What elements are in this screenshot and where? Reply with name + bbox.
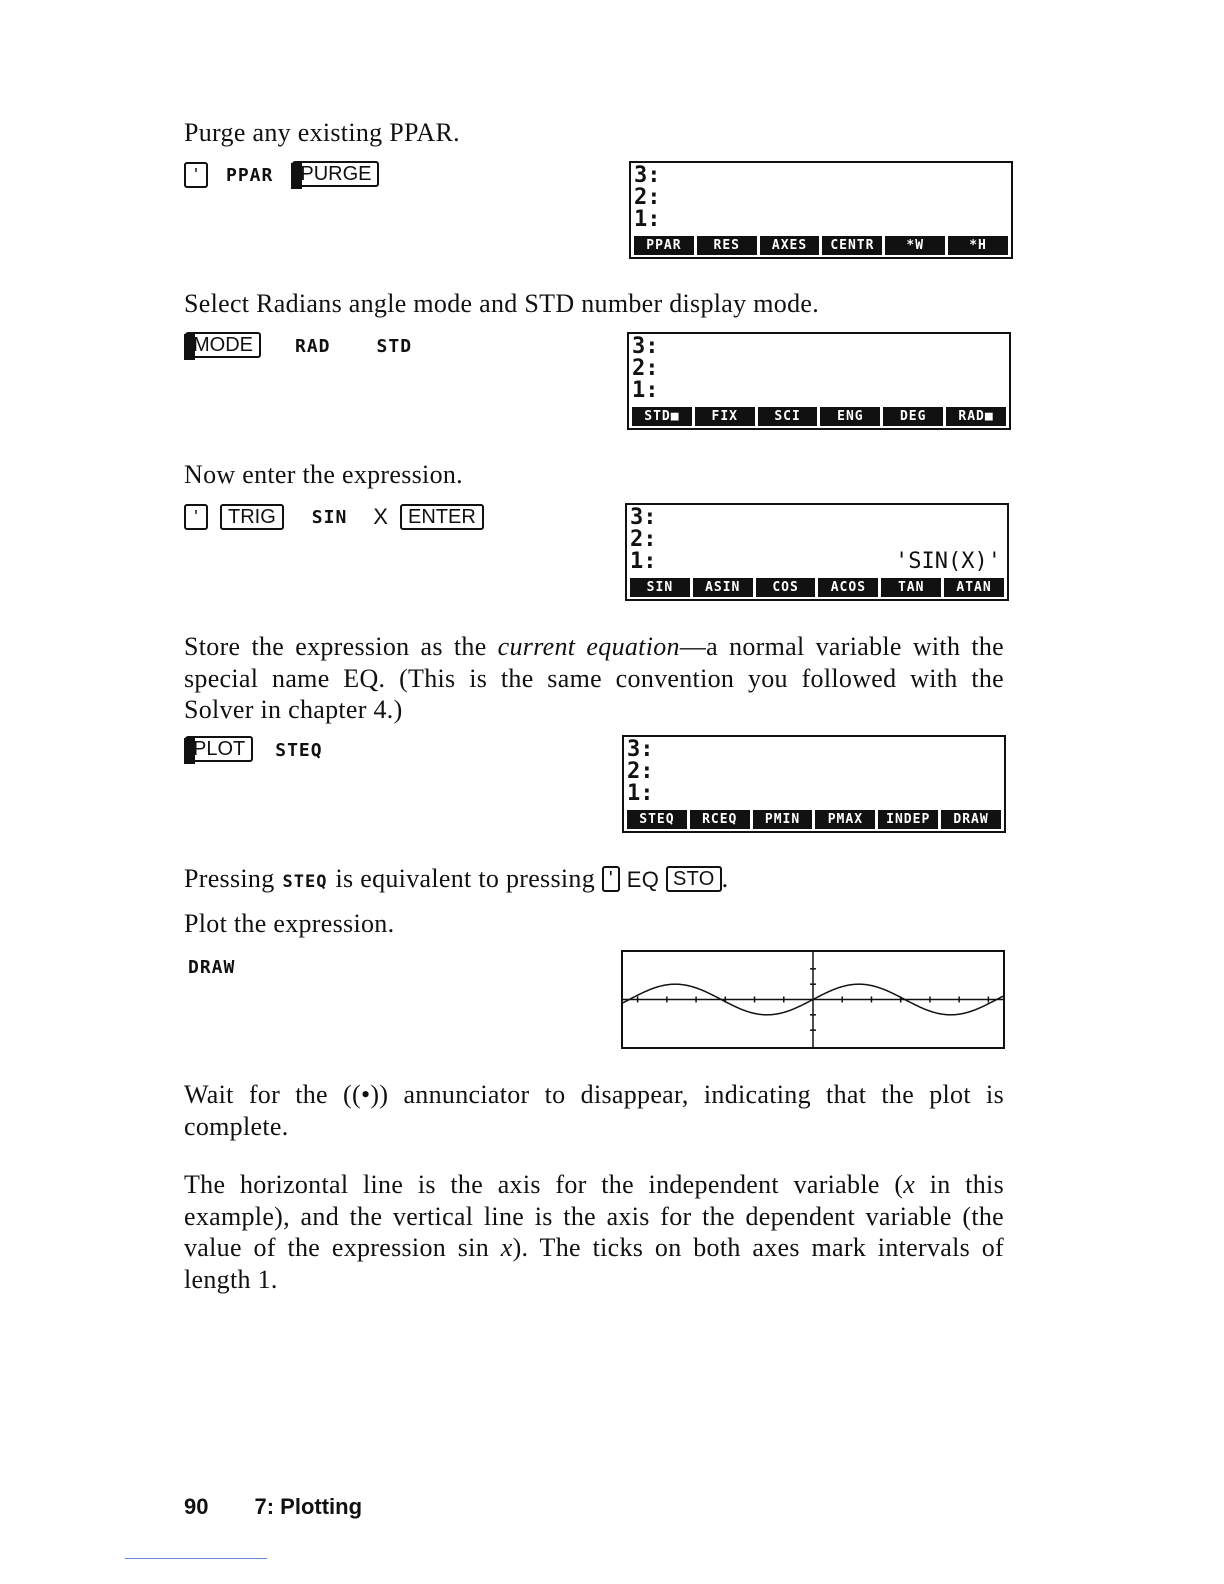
store-text-2: —a normal variable with the special name EQ. (This is the same convention you followed with the Solver in chapter 4.) <box>184 632 1005 724</box>
stack-level-1: 1: <box>627 781 654 806</box>
axes-var-x-2: x <box>500 1233 513 1262</box>
menu-label-draw[interactable]: DRAW <box>941 810 1001 829</box>
menu-label-atan[interactable]: ATAN <box>944 578 1004 597</box>
store-keystrokes <box>184 735 329 765</box>
rad-softkey[interactable]: RAD <box>295 335 331 357</box>
menu-label-sin[interactable]: SIN <box>630 578 690 597</box>
lcd-menu <box>632 407 1006 426</box>
stack-level-2: 2: <box>632 356 659 381</box>
purge-keystrokes <box>184 160 379 190</box>
menu-label-acos[interactable]: ACOS <box>818 578 878 597</box>
ppar-softkey[interactable]: PPAR <box>226 164 274 186</box>
stack-level-3: 3: <box>630 505 657 530</box>
menu-label-steq[interactable]: STEQ <box>627 810 687 829</box>
equivalent-note <box>184 863 1004 899</box>
menu-label-sci[interactable]: SCI <box>758 407 818 426</box>
menu-label-asin[interactable]: ASIN <box>693 578 753 597</box>
store-text-1: Store the expression as the <box>184 632 498 661</box>
page-number: 90 <box>184 1494 209 1519</box>
purge-instruction: Purge any existing PPAR. <box>184 118 460 147</box>
stack-level-2: 2: <box>627 759 654 784</box>
menu-label-rad[interactable]: RAD■ <box>946 407 1006 426</box>
enter-key[interactable]: ENTER <box>400 504 484 530</box>
lcd-purge <box>629 161 1013 259</box>
mode-key-group[interactable] <box>184 332 261 360</box>
stack-level-3: 3: <box>627 737 654 762</box>
axes-explanation <box>184 1169 1004 1295</box>
menu-label-pmax[interactable]: PMAX <box>815 810 875 829</box>
purge-key-group[interactable] <box>291 161 379 189</box>
quote-key[interactable]: ' <box>184 504 208 530</box>
quote-key[interactable]: ' <box>184 162 208 188</box>
steq-softkey[interactable]: STEQ <box>275 739 323 761</box>
wait-note: Wait for the ((•)) annunciator to disappear, indicating that the plot is complete. <box>184 1080 1004 1141</box>
axes-text-3: ). The ticks on both axes mark intervals of length 1. <box>184 1233 1004 1294</box>
lcd-menu <box>627 810 1001 829</box>
lcd-menu <box>634 236 1008 255</box>
stack-level-1: 1: <box>630 549 657 574</box>
menu-label-h[interactable]: *H <box>948 236 1008 255</box>
expression-keystrokes <box>184 502 484 532</box>
page-footer <box>184 1494 362 1520</box>
axes-var-x-1: x <box>903 1170 916 1199</box>
axes-text-2: in this example), and the vertical line is the axis for the dependent variable (the value of the expression sin <box>184 1170 1004 1262</box>
plot-instruction: Plot the expression. <box>184 909 395 938</box>
menu-label-rceq[interactable]: RCEQ <box>690 810 750 829</box>
bottom-rule <box>125 1558 267 1559</box>
stack-level-1: 1: <box>632 378 659 403</box>
expression-instruction: Now enter the expression. <box>184 460 463 489</box>
menu-label-pmin[interactable]: PMIN <box>753 810 813 829</box>
sin-softkey[interactable]: SIN <box>311 506 348 528</box>
eq-text: EQ <box>626 867 660 892</box>
equivalent-text-2: is equivalent to pressing <box>335 864 595 893</box>
plot-key[interactable]: PLOT <box>185 736 253 762</box>
x-key[interactable]: X <box>373 504 388 529</box>
draw-softkey[interactable]: DRAW <box>188 956 236 978</box>
menu-label-centr[interactable]: CENTR <box>822 236 882 255</box>
sine-plot-display <box>621 950 1005 1049</box>
menu-label-axes[interactable]: AXES <box>760 236 820 255</box>
store-text-italic: current equation <box>497 632 680 661</box>
quote-key-inline: ' <box>602 866 620 892</box>
sto-key-inline: STO <box>666 866 722 892</box>
modes-keystrokes <box>184 331 418 361</box>
chapter-title: 7: Plotting <box>254 1494 363 1519</box>
purge-key[interactable]: PURGE <box>292 161 379 187</box>
trig-key[interactable]: TRIG <box>220 504 284 530</box>
mode-key[interactable]: MODE <box>185 332 261 358</box>
modes-instruction: Select Radians angle mode and STD number display mode. <box>184 289 820 318</box>
lcd-menu <box>630 578 1004 597</box>
lcd-modes <box>627 332 1011 430</box>
stack-level-3: 3: <box>632 334 659 359</box>
equivalent-text-1: Pressing <box>184 864 275 893</box>
menu-label-std[interactable]: STD■ <box>632 407 692 426</box>
stack-level-1-value: 'SIN(X)' <box>895 549 1001 574</box>
lcd-store <box>622 735 1006 833</box>
stack-level-2: 2: <box>634 185 661 210</box>
menu-label-fix[interactable]: FIX <box>695 407 755 426</box>
sine-plot <box>623 952 1003 1047</box>
store-instruction <box>184 631 1004 726</box>
menu-label-ppar[interactable]: PPAR <box>634 236 694 255</box>
std-softkey[interactable]: STD <box>376 335 413 357</box>
menu-label-deg[interactable]: DEG <box>883 407 943 426</box>
stack-level-1: 1: <box>634 207 661 232</box>
plot-keystrokes <box>188 952 235 982</box>
menu-label-res[interactable]: RES <box>697 236 757 255</box>
steq-softkey-inline: STEQ <box>282 872 328 892</box>
menu-label-w[interactable]: *W <box>885 236 945 255</box>
equivalent-period: . <box>721 864 729 893</box>
stack-level-2: 2: <box>630 527 657 552</box>
menu-label-indep[interactable]: INDEP <box>878 810 938 829</box>
axes-text-1: The horizontal line is the axis for the independent variable ( <box>184 1170 904 1199</box>
plot-key-group[interactable] <box>184 736 253 764</box>
menu-label-eng[interactable]: ENG <box>820 407 880 426</box>
lcd-expression <box>625 503 1009 601</box>
menu-label-tan[interactable]: TAN <box>881 578 941 597</box>
menu-label-cos[interactable]: COS <box>756 578 816 597</box>
stack-level-3: 3: <box>634 163 661 188</box>
